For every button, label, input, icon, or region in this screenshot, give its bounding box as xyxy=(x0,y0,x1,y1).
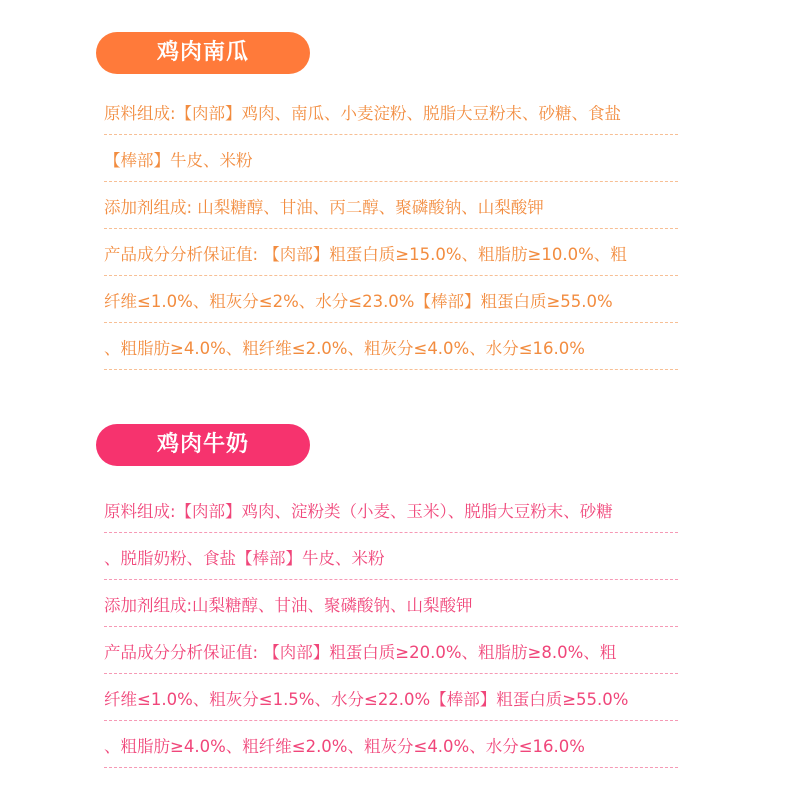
analysis-line: 纤维≤1.0%、粗灰分≤1.5%、水分≤22.0%【棒部】粗蛋白质≥55.0% xyxy=(104,682,678,729)
section-title-badge: 鸡肉牛奶 xyxy=(96,424,310,466)
ingredient-line: 【棒部】牛皮、米粉 xyxy=(104,143,678,190)
ingredient-line: 原料组成:【肉部】鸡肉、南瓜、小麦淀粉、脱脂大豆粉末、砂糖、食盐 xyxy=(104,96,678,143)
analysis-line: 产品成分分析保证值: 【肉部】粗蛋白质≥15.0%、粗脂肪≥10.0%、粗 xyxy=(104,237,678,284)
analysis-line: 产品成分分析保证值: 【肉部】粗蛋白质≥20.0%、粗脂肪≥8.0%、粗 xyxy=(104,635,678,682)
analysis-line: 、粗脂肪≥4.0%、粗纤维≤2.0%、粗灰分≤4.0%、水分≤16.0% xyxy=(104,331,678,378)
analysis-line: 、粗脂肪≥4.0%、粗纤维≤2.0%、粗灰分≤4.0%、水分≤16.0% xyxy=(104,729,678,776)
additive-line: 添加剂组成:山梨糖醇、甘油、聚磷酸钠、山梨酸钾 xyxy=(104,588,678,635)
additive-line: 添加剂组成: 山梨糖醇、甘油、丙二醇、聚磷酸钠、山梨酸钾 xyxy=(104,190,678,237)
section-title-badge: 鸡肉南瓜 xyxy=(96,32,310,74)
ingredient-line: 、脱脂奶粉、食盐【棒部】牛皮、米粉 xyxy=(104,541,678,588)
ingredient-line: 原料组成:【肉部】鸡肉、淀粉类（小麦、玉米）、脱脂大豆粉末、砂糖 xyxy=(104,494,678,541)
analysis-line: 纤维≤1.0%、粗灰分≤2%、水分≤23.0%【棒部】粗蛋白质≥55.0% xyxy=(104,284,678,331)
